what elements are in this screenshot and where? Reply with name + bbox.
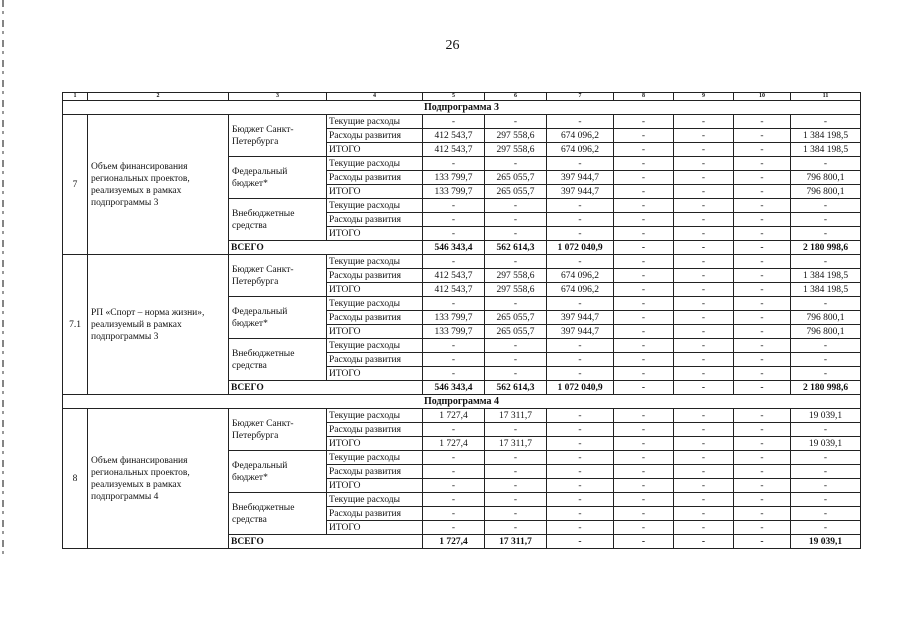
value-cell: - bbox=[614, 129, 674, 143]
expense-type: Текущие расходы bbox=[327, 199, 423, 213]
value-cell: - bbox=[485, 199, 547, 213]
value-cell: 297 558,6 bbox=[485, 269, 547, 283]
value-cell: - bbox=[791, 521, 861, 535]
value-cell: - bbox=[485, 423, 547, 437]
value-cell: 265 055,7 bbox=[485, 325, 547, 339]
row-description: Объем финансирования региональных проектов, реализуемых в рамках подпрограммы 3 bbox=[88, 115, 229, 255]
total-label: ВСЕГО bbox=[229, 535, 423, 549]
value-cell: - bbox=[734, 521, 791, 535]
value-cell: - bbox=[674, 493, 734, 507]
value-cell: - bbox=[547, 255, 614, 269]
expense-type: ИТОГО bbox=[327, 479, 423, 493]
funding-source: Внебюджетные средства bbox=[229, 199, 327, 241]
value-cell: - bbox=[547, 409, 614, 423]
value-cell: - bbox=[674, 297, 734, 311]
value-cell: - bbox=[791, 213, 861, 227]
value-cell: 1 727,4 bbox=[423, 409, 485, 423]
value-cell: 297 558,6 bbox=[485, 129, 547, 143]
column-number: 4 bbox=[327, 93, 423, 101]
value-cell: 297 558,6 bbox=[485, 283, 547, 297]
value-cell: - bbox=[791, 465, 861, 479]
value-cell: - bbox=[547, 507, 614, 521]
value-cell: - bbox=[614, 409, 674, 423]
value-cell: - bbox=[734, 143, 791, 157]
column-number: 10 bbox=[734, 93, 791, 101]
table-row bbox=[63, 115, 861, 129]
value-cell: - bbox=[674, 157, 734, 171]
value-cell: - bbox=[485, 367, 547, 381]
value-cell: - bbox=[423, 213, 485, 227]
value-cell: - bbox=[423, 255, 485, 269]
expense-type: Текущие расходы bbox=[327, 493, 423, 507]
total-value: 2 180 998,6 bbox=[791, 381, 861, 395]
row-number: 7 bbox=[63, 115, 88, 255]
value-cell: - bbox=[734, 255, 791, 269]
value-cell: - bbox=[547, 521, 614, 535]
value-cell: 674 096,2 bbox=[547, 283, 614, 297]
value-cell: - bbox=[423, 507, 485, 521]
column-number: 3 bbox=[229, 93, 327, 101]
funding-source: Бюджет Санкт-Петербурга bbox=[229, 115, 327, 157]
column-number: 11 bbox=[791, 93, 861, 101]
value-cell: - bbox=[547, 297, 614, 311]
value-cell: - bbox=[485, 157, 547, 171]
section-title: Подпрограмма 4 bbox=[63, 395, 861, 409]
value-cell: - bbox=[614, 213, 674, 227]
value-cell: 796 800,1 bbox=[791, 311, 861, 325]
value-cell: - bbox=[791, 199, 861, 213]
total-label: ВСЕГО bbox=[229, 381, 423, 395]
value-cell: - bbox=[674, 171, 734, 185]
value-cell: - bbox=[734, 213, 791, 227]
value-cell: - bbox=[734, 423, 791, 437]
value-cell: - bbox=[547, 353, 614, 367]
value-cell: 297 558,6 bbox=[485, 143, 547, 157]
total-value: 17 311,7 bbox=[485, 535, 547, 549]
value-cell: - bbox=[791, 157, 861, 171]
value-cell: - bbox=[614, 437, 674, 451]
value-cell: - bbox=[423, 367, 485, 381]
value-cell: - bbox=[423, 479, 485, 493]
value-cell: - bbox=[734, 451, 791, 465]
value-cell: - bbox=[674, 115, 734, 129]
value-cell: 674 096,2 bbox=[547, 143, 614, 157]
expense-type: ИТОГО bbox=[327, 325, 423, 339]
expense-type: Текущие расходы bbox=[327, 157, 423, 171]
value-cell: 17 311,7 bbox=[485, 437, 547, 451]
value-cell: - bbox=[614, 339, 674, 353]
value-cell: - bbox=[485, 521, 547, 535]
value-cell: - bbox=[614, 227, 674, 241]
value-cell: - bbox=[423, 227, 485, 241]
value-cell: - bbox=[485, 451, 547, 465]
value-cell: - bbox=[674, 311, 734, 325]
value-cell: - bbox=[674, 185, 734, 199]
value-cell: - bbox=[485, 227, 547, 241]
funding-source: Федеральный бюджет* bbox=[229, 297, 327, 339]
value-cell: - bbox=[485, 479, 547, 493]
value-cell: - bbox=[791, 353, 861, 367]
value-cell: - bbox=[485, 255, 547, 269]
column-number: 8 bbox=[614, 93, 674, 101]
value-cell: - bbox=[547, 479, 614, 493]
row-number: 7.1 bbox=[63, 255, 88, 395]
value-cell: - bbox=[485, 297, 547, 311]
value-cell: - bbox=[547, 213, 614, 227]
expense-type: ИТОГО bbox=[327, 367, 423, 381]
value-cell: - bbox=[674, 325, 734, 339]
value-cell: - bbox=[614, 199, 674, 213]
value-cell: - bbox=[423, 493, 485, 507]
row-description: Объем финансирования региональных проектов, реализуемых в рамках подпрограммы 4 bbox=[88, 409, 229, 549]
expense-type: ИТОГО bbox=[327, 283, 423, 297]
value-cell: - bbox=[485, 507, 547, 521]
value-cell: - bbox=[734, 129, 791, 143]
expense-type: Текущие расходы bbox=[327, 115, 423, 129]
value-cell: 796 800,1 bbox=[791, 171, 861, 185]
value-cell: - bbox=[614, 479, 674, 493]
expense-type: Расходы развития bbox=[327, 353, 423, 367]
value-cell: - bbox=[791, 367, 861, 381]
value-cell: - bbox=[734, 409, 791, 423]
value-cell: - bbox=[547, 157, 614, 171]
value-cell: - bbox=[674, 269, 734, 283]
value-cell: - bbox=[614, 311, 674, 325]
expense-type: Расходы развития bbox=[327, 507, 423, 521]
value-cell: 412 543,7 bbox=[423, 143, 485, 157]
funding-source: Бюджет Санкт-Петербурга bbox=[229, 255, 327, 297]
value-cell: - bbox=[547, 367, 614, 381]
value-cell: - bbox=[674, 409, 734, 423]
value-cell: - bbox=[614, 465, 674, 479]
value-cell: - bbox=[614, 143, 674, 157]
value-cell: - bbox=[614, 493, 674, 507]
value-cell: - bbox=[485, 115, 547, 129]
value-cell: - bbox=[674, 129, 734, 143]
value-cell: - bbox=[734, 199, 791, 213]
value-cell: - bbox=[485, 493, 547, 507]
value-cell: - bbox=[423, 157, 485, 171]
value-cell: - bbox=[423, 465, 485, 479]
value-cell: - bbox=[734, 367, 791, 381]
value-cell: 412 543,7 bbox=[423, 269, 485, 283]
value-cell: - bbox=[614, 353, 674, 367]
total-value: 546 343,4 bbox=[423, 381, 485, 395]
total-value: - bbox=[547, 535, 614, 549]
value-cell: 133 799,7 bbox=[423, 325, 485, 339]
value-cell: - bbox=[674, 437, 734, 451]
value-cell: 397 944,7 bbox=[547, 325, 614, 339]
value-cell: - bbox=[734, 493, 791, 507]
value-cell: - bbox=[423, 353, 485, 367]
total-value: - bbox=[734, 241, 791, 255]
section-row bbox=[63, 101, 861, 115]
value-cell: 133 799,7 bbox=[423, 185, 485, 199]
value-cell: 17 311,7 bbox=[485, 409, 547, 423]
value-cell: - bbox=[734, 185, 791, 199]
expense-type: Расходы развития bbox=[327, 129, 423, 143]
value-cell: 412 543,7 bbox=[423, 129, 485, 143]
funding-source: Федеральный бюджет* bbox=[229, 157, 327, 199]
value-cell: - bbox=[674, 507, 734, 521]
value-cell: - bbox=[614, 185, 674, 199]
value-cell: 1 384 198,5 bbox=[791, 129, 861, 143]
total-value: - bbox=[734, 381, 791, 395]
expense-type: Текущие расходы bbox=[327, 297, 423, 311]
value-cell: 265 055,7 bbox=[485, 171, 547, 185]
total-value: 562 614,3 bbox=[485, 241, 547, 255]
value-cell: 796 800,1 bbox=[791, 325, 861, 339]
value-cell: - bbox=[734, 465, 791, 479]
value-cell: - bbox=[547, 339, 614, 353]
expense-type: ИТОГО bbox=[327, 521, 423, 535]
total-value: 546 343,4 bbox=[423, 241, 485, 255]
expense-type: Расходы развития bbox=[327, 171, 423, 185]
value-cell: - bbox=[791, 115, 861, 129]
value-cell: - bbox=[614, 269, 674, 283]
column-number: 2 bbox=[88, 93, 229, 101]
value-cell: 674 096,2 bbox=[547, 269, 614, 283]
value-cell: 19 039,1 bbox=[791, 409, 861, 423]
value-cell: - bbox=[734, 283, 791, 297]
value-cell: - bbox=[674, 353, 734, 367]
value-cell: - bbox=[674, 283, 734, 297]
value-cell: 397 944,7 bbox=[547, 171, 614, 185]
value-cell: - bbox=[423, 451, 485, 465]
value-cell: - bbox=[791, 451, 861, 465]
value-cell: - bbox=[734, 339, 791, 353]
value-cell: 133 799,7 bbox=[423, 311, 485, 325]
value-cell: - bbox=[791, 255, 861, 269]
financing-table bbox=[62, 92, 861, 549]
value-cell: - bbox=[734, 353, 791, 367]
value-cell: - bbox=[674, 367, 734, 381]
value-cell: - bbox=[423, 199, 485, 213]
value-cell: - bbox=[614, 521, 674, 535]
value-cell: 265 055,7 bbox=[485, 185, 547, 199]
total-value: 1 727,4 bbox=[423, 535, 485, 549]
value-cell: - bbox=[547, 227, 614, 241]
expense-type: Расходы развития bbox=[327, 465, 423, 479]
column-number: 6 bbox=[485, 93, 547, 101]
total-value: - bbox=[674, 535, 734, 549]
total-value: 562 614,3 bbox=[485, 381, 547, 395]
expense-type: Текущие расходы bbox=[327, 255, 423, 269]
value-cell: 412 543,7 bbox=[423, 283, 485, 297]
value-cell: - bbox=[734, 507, 791, 521]
value-cell: - bbox=[791, 493, 861, 507]
value-cell: - bbox=[485, 339, 547, 353]
value-cell: 674 096,2 bbox=[547, 129, 614, 143]
expense-type: Расходы развития bbox=[327, 311, 423, 325]
value-cell: 796 800,1 bbox=[791, 185, 861, 199]
value-cell: - bbox=[614, 115, 674, 129]
row-number: 8 bbox=[63, 409, 88, 549]
funding-source: Бюджет Санкт-Петербурга bbox=[229, 409, 327, 451]
value-cell: - bbox=[734, 171, 791, 185]
value-cell: - bbox=[614, 367, 674, 381]
row-description: РП «Спорт – норма жизни», реализуемый в рамках подпрограммы 3 bbox=[88, 255, 229, 395]
value-cell: 1 384 198,5 bbox=[791, 269, 861, 283]
value-cell: - bbox=[614, 297, 674, 311]
total-label: ВСЕГО bbox=[229, 241, 423, 255]
value-cell: - bbox=[791, 227, 861, 241]
value-cell: - bbox=[547, 437, 614, 451]
value-cell: - bbox=[791, 507, 861, 521]
value-cell: - bbox=[734, 157, 791, 171]
expense-type: ИТОГО bbox=[327, 437, 423, 451]
value-cell: - bbox=[485, 465, 547, 479]
column-number: 9 bbox=[674, 93, 734, 101]
total-value: - bbox=[734, 535, 791, 549]
funding-source: Федеральный бюджет* bbox=[229, 451, 327, 493]
value-cell: - bbox=[674, 521, 734, 535]
value-cell: - bbox=[547, 115, 614, 129]
table-row bbox=[63, 409, 861, 423]
value-cell: - bbox=[791, 339, 861, 353]
section-title: Подпрограмма 3 bbox=[63, 101, 861, 115]
expense-type: Расходы развития bbox=[327, 423, 423, 437]
value-cell: 133 799,7 bbox=[423, 171, 485, 185]
value-cell: - bbox=[791, 479, 861, 493]
value-cell: - bbox=[614, 451, 674, 465]
expense-type: Текущие расходы bbox=[327, 451, 423, 465]
total-value: - bbox=[674, 381, 734, 395]
value-cell: - bbox=[614, 423, 674, 437]
value-cell: - bbox=[734, 115, 791, 129]
value-cell: - bbox=[423, 115, 485, 129]
value-cell: - bbox=[734, 269, 791, 283]
value-cell: - bbox=[614, 283, 674, 297]
column-number: 1 bbox=[63, 93, 88, 101]
value-cell: - bbox=[614, 157, 674, 171]
total-value: - bbox=[614, 381, 674, 395]
value-cell: 397 944,7 bbox=[547, 185, 614, 199]
value-cell: - bbox=[791, 423, 861, 437]
value-cell: - bbox=[674, 479, 734, 493]
value-cell: - bbox=[734, 227, 791, 241]
value-cell: - bbox=[485, 213, 547, 227]
value-cell: - bbox=[547, 199, 614, 213]
total-value: 2 180 998,6 bbox=[791, 241, 861, 255]
value-cell: - bbox=[614, 325, 674, 339]
value-cell: - bbox=[674, 227, 734, 241]
total-value: 1 072 040,9 bbox=[547, 381, 614, 395]
value-cell: 397 944,7 bbox=[547, 311, 614, 325]
value-cell: - bbox=[614, 507, 674, 521]
value-cell: - bbox=[674, 339, 734, 353]
scan-margin-mark bbox=[2, 0, 4, 560]
value-cell: - bbox=[734, 325, 791, 339]
value-cell: - bbox=[791, 297, 861, 311]
value-cell: - bbox=[674, 255, 734, 269]
value-cell: - bbox=[547, 493, 614, 507]
expense-type: ИТОГО bbox=[327, 143, 423, 157]
value-cell: - bbox=[547, 423, 614, 437]
total-value: 1 072 040,9 bbox=[547, 241, 614, 255]
value-cell: - bbox=[674, 451, 734, 465]
total-value: - bbox=[614, 535, 674, 549]
value-cell: - bbox=[674, 143, 734, 157]
expense-type: Текущие расходы bbox=[327, 339, 423, 353]
total-value: 19 039,1 bbox=[791, 535, 861, 549]
expense-type: ИТОГО bbox=[327, 227, 423, 241]
value-cell: - bbox=[674, 213, 734, 227]
value-cell: - bbox=[614, 171, 674, 185]
value-cell: - bbox=[674, 465, 734, 479]
page-number: 26 bbox=[445, 38, 460, 53]
value-cell: 265 055,7 bbox=[485, 311, 547, 325]
value-cell: 1 727,4 bbox=[423, 437, 485, 451]
funding-source: Внебюджетные средства bbox=[229, 493, 327, 535]
value-cell: 19 039,1 bbox=[791, 437, 861, 451]
column-number-row bbox=[63, 93, 861, 101]
value-cell: - bbox=[734, 437, 791, 451]
value-cell: - bbox=[734, 311, 791, 325]
value-cell: 1 384 198,5 bbox=[791, 143, 861, 157]
expense-type: ИТОГО bbox=[327, 185, 423, 199]
value-cell: - bbox=[547, 451, 614, 465]
value-cell: - bbox=[423, 339, 485, 353]
value-cell: - bbox=[485, 353, 547, 367]
value-cell: - bbox=[423, 297, 485, 311]
total-value: - bbox=[614, 241, 674, 255]
value-cell: 1 384 198,5 bbox=[791, 283, 861, 297]
value-cell: - bbox=[734, 479, 791, 493]
value-cell: - bbox=[423, 423, 485, 437]
section-row bbox=[63, 395, 861, 409]
total-value: - bbox=[674, 241, 734, 255]
value-cell: - bbox=[423, 521, 485, 535]
column-number: 5 bbox=[423, 93, 485, 101]
value-cell: - bbox=[614, 255, 674, 269]
table-row bbox=[63, 255, 861, 269]
expense-type: Текущие расходы bbox=[327, 409, 423, 423]
value-cell: - bbox=[547, 465, 614, 479]
expense-type: Расходы развития bbox=[327, 213, 423, 227]
expense-type: Расходы развития bbox=[327, 269, 423, 283]
value-cell: - bbox=[674, 199, 734, 213]
column-number: 7 bbox=[547, 93, 614, 101]
value-cell: - bbox=[734, 297, 791, 311]
funding-source: Внебюджетные средства bbox=[229, 339, 327, 381]
value-cell: - bbox=[674, 423, 734, 437]
